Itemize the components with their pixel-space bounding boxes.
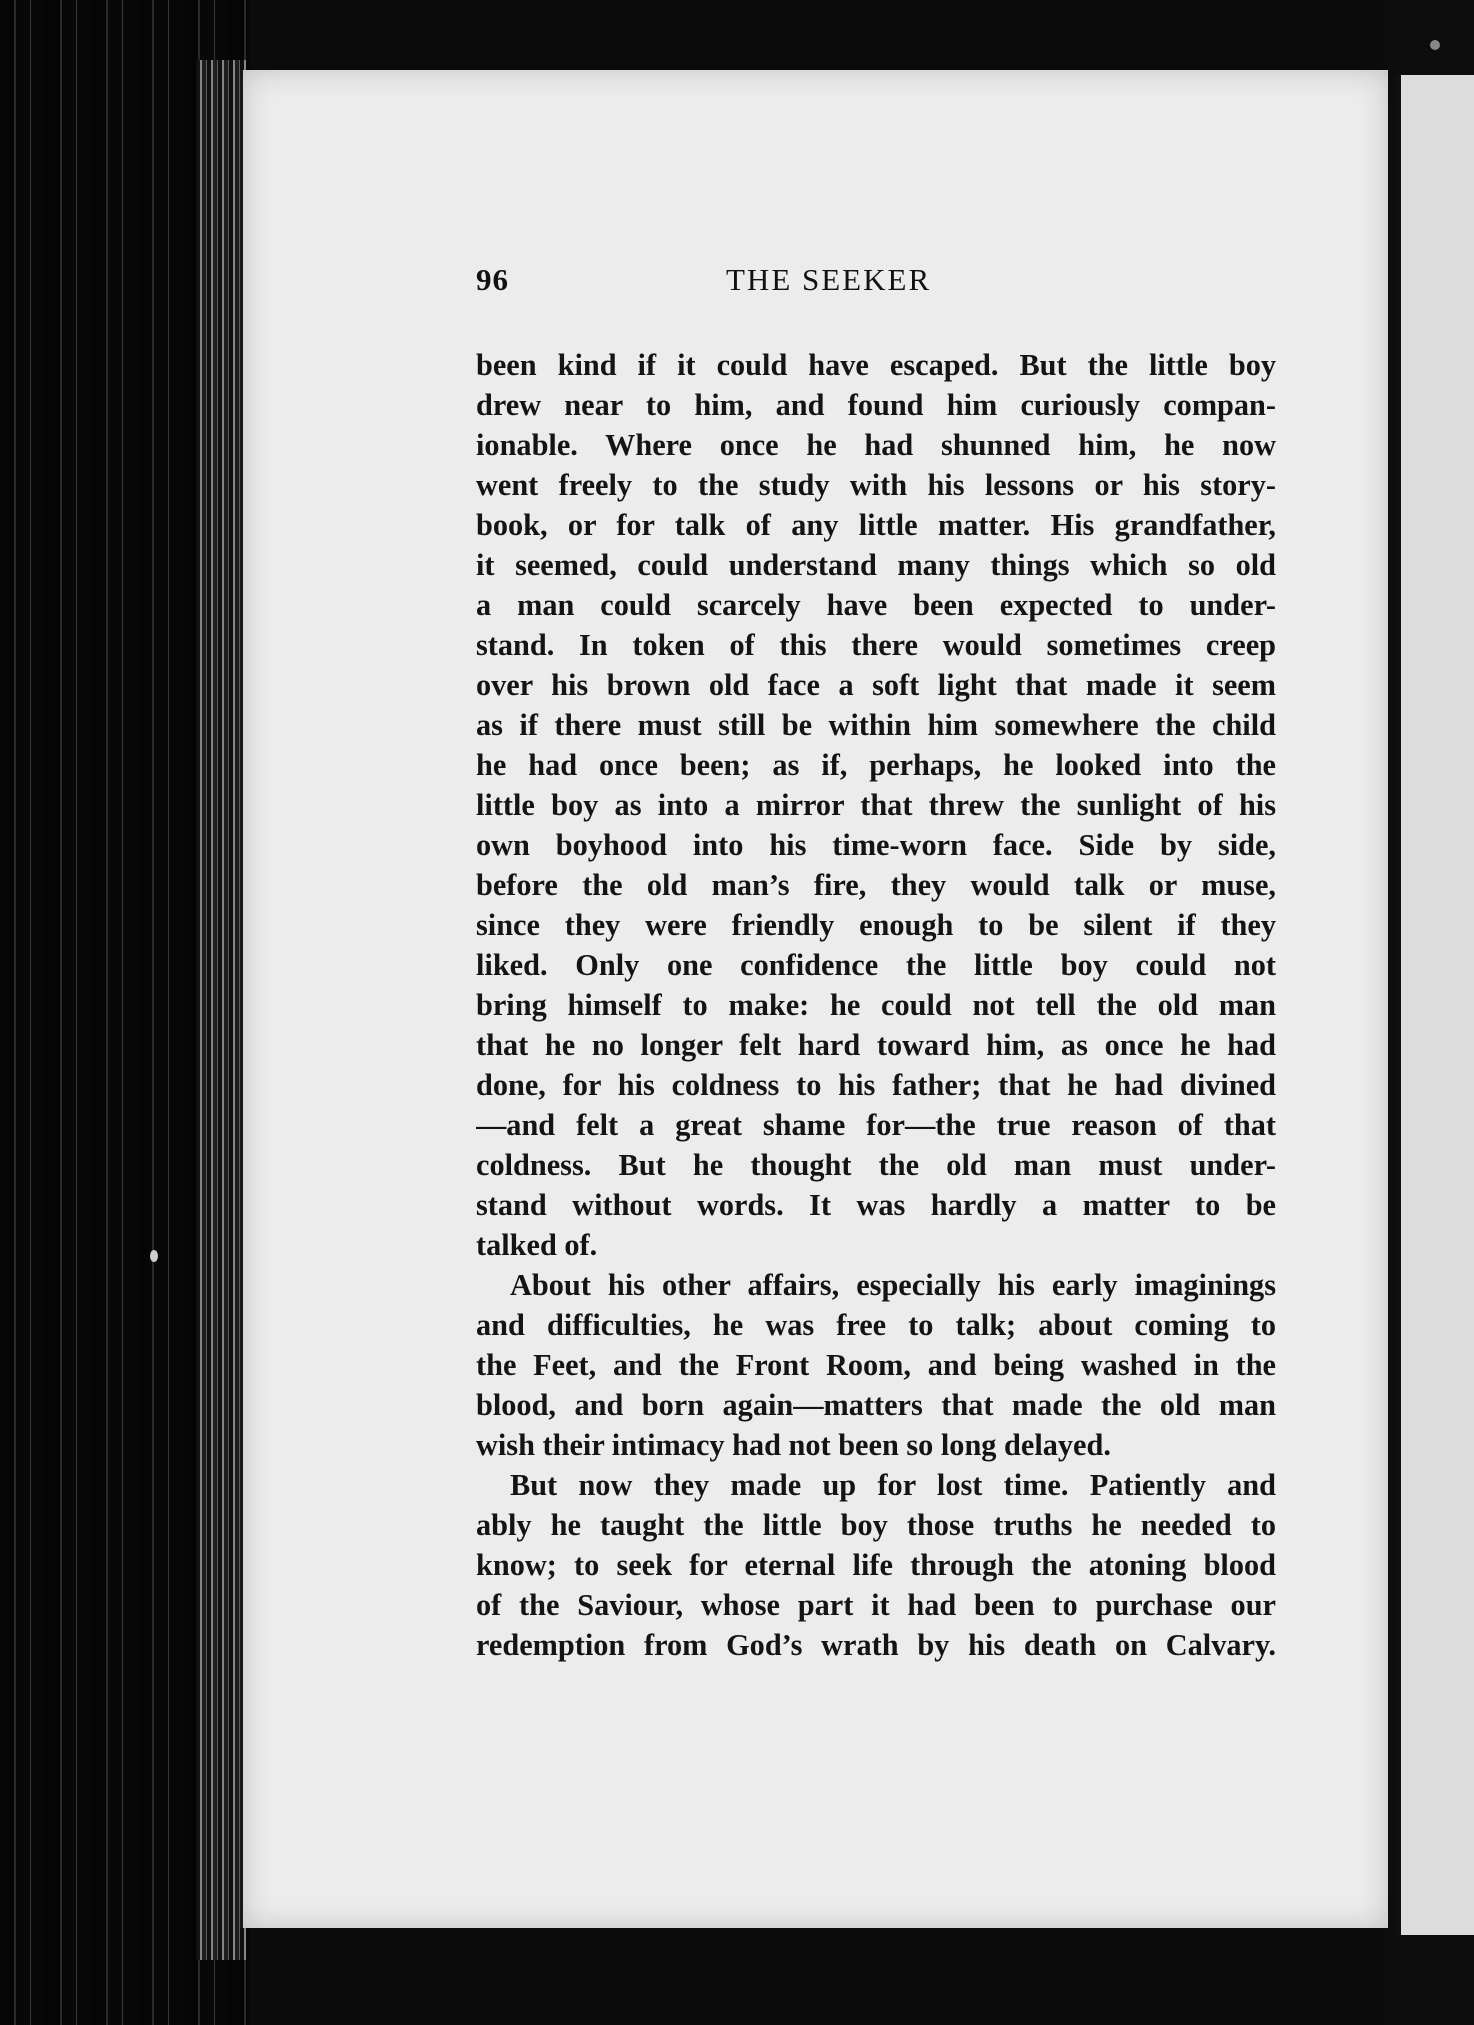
facing-page-edge <box>1395 75 1474 1935</box>
text-line: and difficulties, he was free to talk; about coming to <box>476 1308 1276 1342</box>
text-line: bring himself to make: he could not tell the old man <box>476 988 1276 1022</box>
text-line: of the Saviour, whose part it had been to purchase our <box>476 1588 1276 1622</box>
text-line: redemption from God’s wrath by his death on Calvary. <box>476 1628 1276 1662</box>
text-line: coldness. But he thought the old man must under- <box>476 1148 1276 1182</box>
scan-speck <box>1430 40 1440 50</box>
text-line: it seemed, could understand many things which so old <box>476 548 1276 582</box>
text-line: But now they made up for lost time. Patiently and <box>510 1468 1276 1502</box>
text-line: wish their intimacy had not been so long delayed. <box>476 1428 1111 1462</box>
text-line: About his other affairs, especially his early imaginings <box>510 1268 1276 1302</box>
scan-speck <box>150 1250 158 1262</box>
text-line: know; to seek for eternal life through the atoning blood <box>476 1548 1276 1582</box>
text-line: the Feet, and the Front Room, and being washed in the <box>476 1348 1276 1382</box>
text-line: blood, and born again—matters that made the old man <box>476 1388 1276 1422</box>
page-number: 96 <box>476 262 509 297</box>
text-line: before the old man’s fire, they would talk or muse, <box>476 868 1276 902</box>
text-line: over his brown old face a soft light that made it seem <box>476 668 1276 702</box>
spine-edge <box>196 60 246 1960</box>
text-line: book, or for talk of any little matter. His grandfather, <box>476 508 1276 542</box>
text-line: a man could scarcely have been expected to under- <box>476 588 1276 622</box>
text-line: done, for his coldness to his father; that he had divined <box>476 1068 1276 1102</box>
text-line: been kind if it could have escaped. But the little boy <box>476 348 1276 382</box>
text-line: stand without words. It was hardly a matter to be <box>476 1188 1276 1222</box>
text-line: ionable. Where once he had shunned him, he now <box>476 428 1276 462</box>
running-title: THE SEEKER <box>726 262 932 297</box>
running-head <box>476 262 1276 312</box>
text-line: talked of. <box>476 1228 598 1262</box>
text-line: as if there must still be within him somewhere the child <box>476 708 1276 742</box>
text-line: ably he taught the little boy those truths he needed to <box>476 1508 1276 1542</box>
text-line: since they were friendly enough to be silent if they <box>476 908 1276 942</box>
text-line: liked. Only one confidence the little boy could not <box>476 948 1276 982</box>
text-line: stand. In token of this there would sometimes creep <box>476 628 1276 662</box>
text-line: that he no longer felt hard toward him, as once he had <box>476 1028 1276 1062</box>
text-line: went freely to the study with his lessons or his story- <box>476 468 1276 502</box>
text-line: own boyhood into his time-worn face. Side by side, <box>476 828 1276 862</box>
text-line: little boy as into a mirror that threw the sunlight of his <box>476 788 1276 822</box>
text-line: —and felt a great shame for—the true reason of that <box>476 1108 1276 1142</box>
text-line: he had once been; as if, perhaps, he looked into the <box>476 748 1276 782</box>
body-text <box>476 345 1276 1665</box>
text-line: drew near to him, and found him curiously compan- <box>476 388 1276 422</box>
